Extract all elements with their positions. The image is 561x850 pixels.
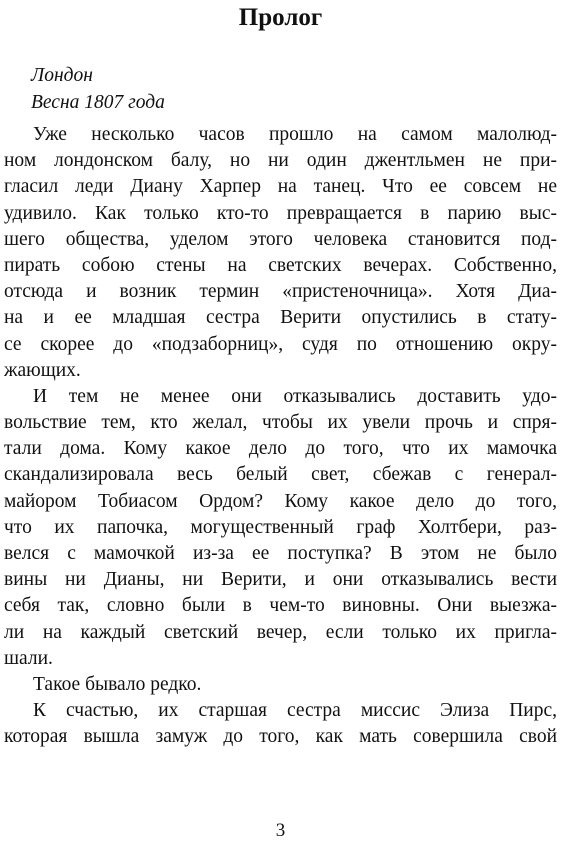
text-line: что их папочка, могущественный граф Холтбери, раз- [4,516,557,538]
text-line: шали. [4,647,53,669]
dateline-date: Весна 1807 года [31,92,165,113]
text-line: на и ее младшая сестра Верити опустились в стату- [4,307,557,329]
text-line: скандализировала весь белый свет, сбежав с генерал- [4,464,557,486]
text-line: Уже несколько часов прошло на самом малолюд- [33,124,557,145]
text-line: гласил леди Диану Харпер на танец. Что ее совсем не [4,176,557,198]
text-line: ном лондонском балу, но ни один джентльмен не при- [4,150,557,172]
text-line: вины ни Дианы, ни Верити, и они отказывались вести [4,569,557,591]
dateline-place: Лондон [31,65,93,86]
text-line: се скорее до «подзаборниц», судя по отношению окру- [4,333,557,355]
text-line: ли на каждый светский вечер, если только их пригла- [4,621,557,643]
text-line: майором Тобиасом Ордом? Кому какое дело до того, [4,490,557,512]
text-line: отсюда и возник термин «пристеночница». Хотя Диа- [4,281,557,303]
chapter-title: Пролог [238,4,323,31]
dateline [31,62,165,116]
text-line: удивило. Как только кто-то превращается в парию выс- [4,202,557,224]
text-line: велся с мамочкой из-за ее поступка? В этом не было [4,543,557,564]
text-line: Такое бывало редко. [33,673,202,695]
text-line: пирать собою стены на светских вечерах. Собственно, [4,254,557,276]
text-line: И тем не менее они отказывались доставить удо- [33,385,557,407]
text-line: жающих. [4,359,81,381]
text-line: вольствие тем, кто желал, чтобы их увели прочь и спря- [4,412,557,434]
text-line: себя так, словно были в чем-то виновны. Они выезжа- [4,595,557,617]
text-line: шего общества, уделом этого человека становится под- [4,228,557,250]
text-line: которая вышла замуж до того, как мать совершила свой [4,726,557,748]
text-line: тали дома. Кому какое дело до того, что их мамочка [4,438,557,460]
body-text [4,122,557,751]
page-number: 3 [275,820,286,841]
text-line: К счастью, их старшая сестра миссис Элиза Пирс, [33,700,557,722]
